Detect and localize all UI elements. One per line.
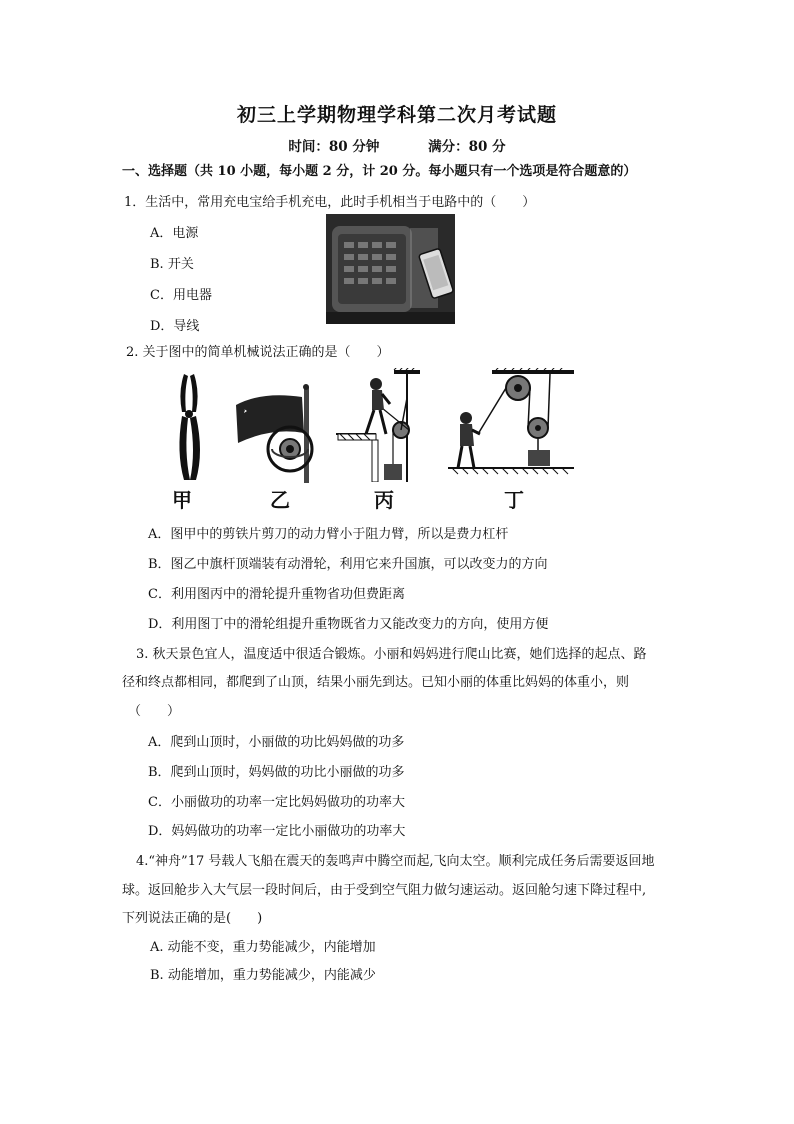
question-3-stem-line-3: （ ） — [128, 704, 181, 719]
figure-label-jia: 甲 — [172, 488, 192, 512]
section-heading: 一、选择题（共 10 小题，每小题 2 分，计 20 分。每小题只有一个选项是符合题意的） — [122, 164, 637, 179]
question-4-stem-line-1: 4.“神舟”17 号载人飞船在震天的轰鸣声中腾空而起,飞向太空。顺利完成任务后需要返回地 — [136, 854, 655, 869]
question-1-stem: 1．生活中，常用充电宝给手机充电，此时手机相当于电路中的（ ） — [124, 195, 536, 210]
pulley-block-figure — [448, 368, 574, 482]
question-4-option-a: A. 动能不变，重力势能减少，内能增加 — [150, 940, 376, 955]
exam-info — [0, 135, 794, 155]
question-1-option-c: C．用电器 — [150, 288, 212, 303]
figure-label-ding: 丁 — [504, 488, 524, 512]
question-3-option-b: B．爬到山顶时，妈妈做的功比小丽做的功多 — [148, 765, 405, 780]
question-4-stem-line-2: 球。返回舱步入大气层一段时间后，由于受到空气阻力做匀速运动。返回舱匀速下降过程中, — [122, 883, 647, 898]
question-1-option-a: A．电源 — [150, 226, 199, 241]
figure-label-bing: 丙 — [374, 488, 394, 512]
question-1-option-b: B. 开关 — [150, 257, 194, 272]
question-2-option-a: A．图甲中的剪铁片剪刀的动力臂小于阻力臂，所以是费力杠杆 — [148, 527, 509, 542]
question-2-stem: 2. 关于图中的简单机械说法正确的是（ ） — [126, 345, 390, 360]
question-3-option-c: C．小丽做功的功率一定比妈妈做功的功率大 — [148, 795, 405, 810]
question-1-option-d: D．导线 — [150, 319, 200, 334]
question-3-stem-line-1: 3. 秋天景色宜人，温度适中很适合锻炼。小丽和妈妈进行爬山比赛，她们选择的起点、路 — [136, 647, 647, 662]
question-2-option-b: B．图乙中旗杆顶端装有动滑轮，利用它来升国旗，可以改变力的方向 — [148, 557, 548, 572]
scissors-figure — [170, 372, 210, 484]
question-3-stem-line-2: 径和终点都相同，都爬到了山顶，结果小丽先到达。已知小丽的体重比妈妈的体重小，则 — [122, 675, 630, 690]
question-2-option-c: C．利用图丙中的滑轮提升重物省功但费距离 — [148, 587, 405, 602]
question-4-stem-line-3: 下列说法正确的是( ) — [122, 911, 263, 926]
page-title: 初三上学期物理学科第二次月考试题 — [236, 104, 557, 126]
question-3-option-a: A．爬到山顶时，小丽做的功比妈妈做的功多 — [148, 735, 405, 750]
question-2-option-d: D．利用图丁中的滑轮组提升重物既省力又能改变力的方向，使用方便 — [148, 617, 549, 632]
question-4-option-b: B. 动能增加，重力势能减少，内能减少 — [150, 968, 376, 983]
figure-label-yi: 乙 — [270, 488, 290, 512]
power-bank-photo — [326, 214, 455, 324]
exam-score: 满分：80 分 — [428, 139, 506, 155]
fixed-pulley-figure — [336, 368, 420, 482]
flagpole-figure — [232, 383, 322, 483]
exam-time: 时间：80 分钟 — [288, 139, 380, 155]
question-3-option-d: D．妈妈做功的功率一定比小丽做功的功率大 — [148, 824, 406, 839]
